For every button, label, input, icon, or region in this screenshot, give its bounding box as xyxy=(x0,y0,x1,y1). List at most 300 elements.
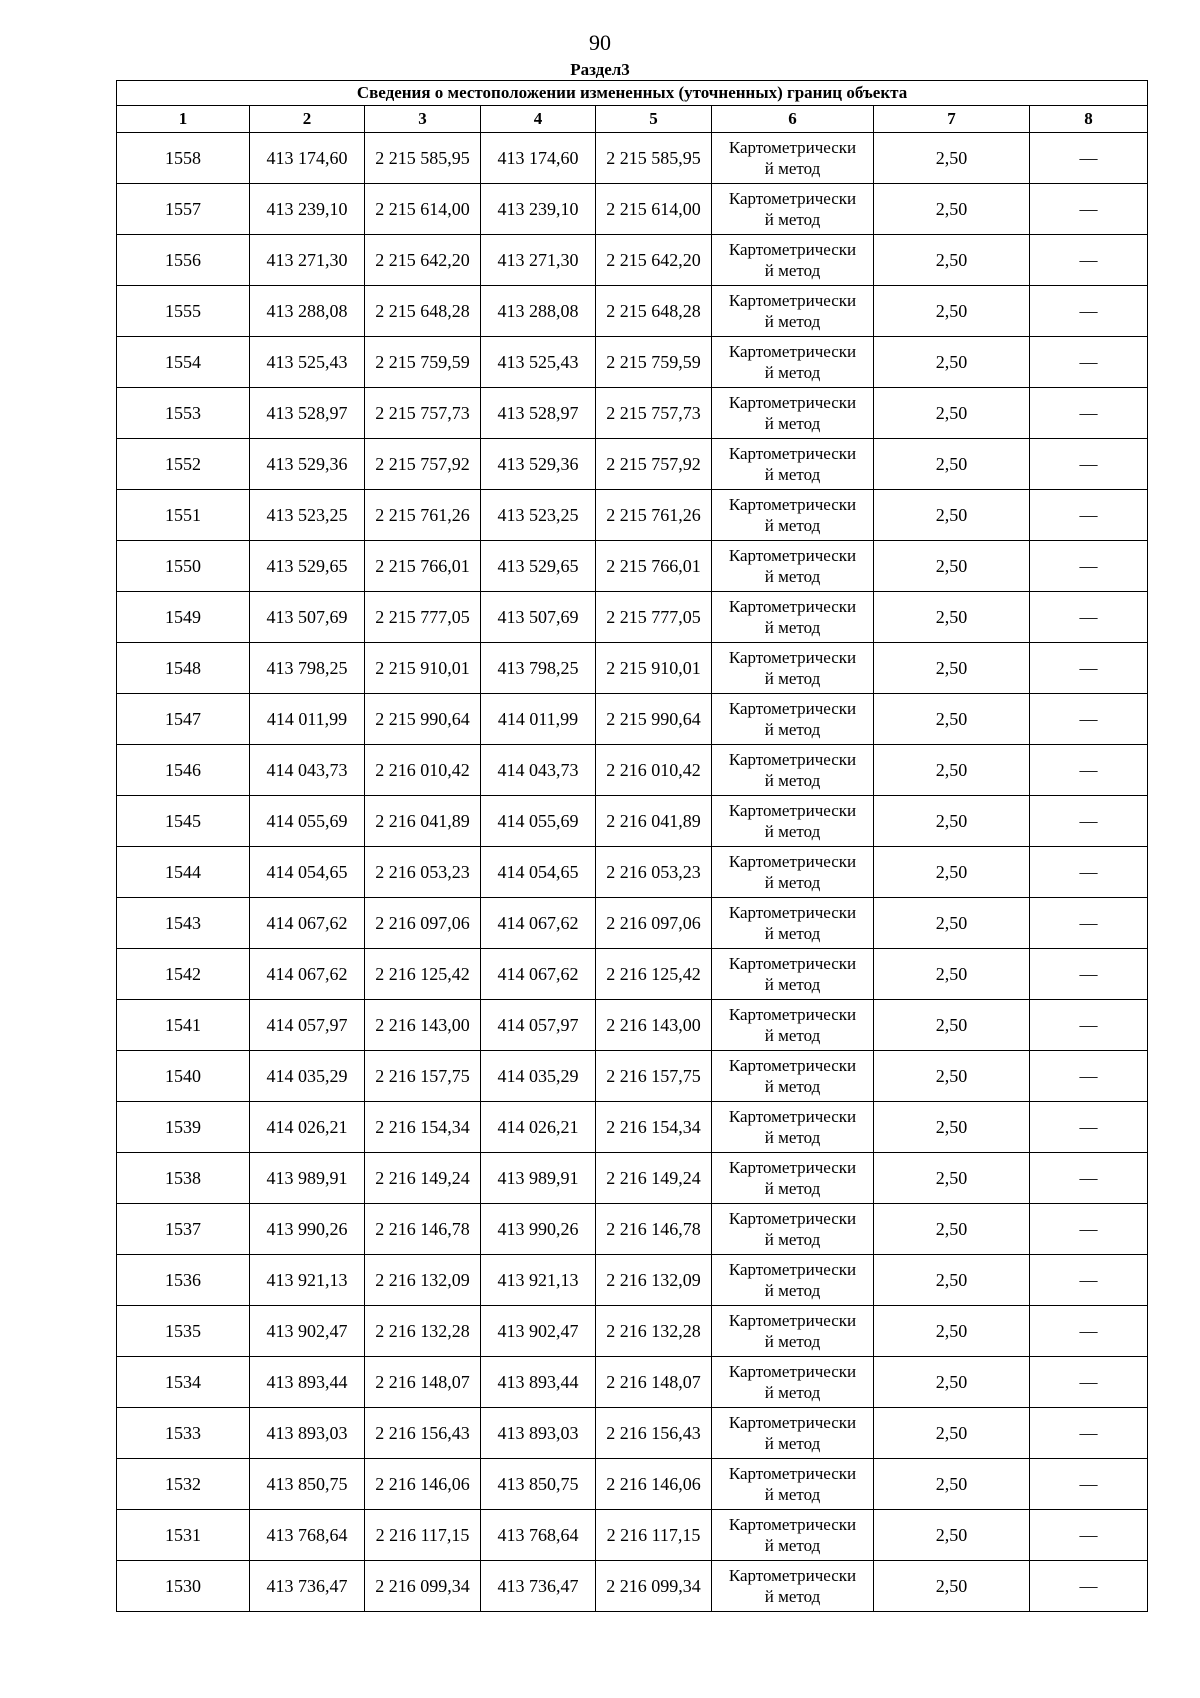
point-number-cell: 1540 xyxy=(117,1051,250,1102)
method-text-line: й метод xyxy=(764,516,821,535)
x-existing-cell: 413 174,60 xyxy=(250,133,365,184)
method-cell xyxy=(712,1102,874,1153)
method-text-line: Картометрически xyxy=(728,1413,857,1432)
x-refined-cell: 413 850,75 xyxy=(481,1459,596,1510)
page-number: 90 xyxy=(589,30,611,55)
table-row xyxy=(117,1510,1148,1561)
x-refined-cell: 413 990,26 xyxy=(481,1204,596,1255)
x-refined-cell: 413 239,10 xyxy=(481,184,596,235)
y-existing-cell: 2 216 156,43 xyxy=(365,1408,481,1459)
point-number-cell: 1546 xyxy=(117,745,250,796)
x-existing-cell: 413 507,69 xyxy=(250,592,365,643)
x-existing-cell: 414 055,69 xyxy=(250,796,365,847)
x-existing-cell: 414 057,97 xyxy=(250,1000,365,1051)
column-number: 2 xyxy=(250,106,365,133)
x-refined-cell: 414 055,69 xyxy=(481,796,596,847)
y-refined-cell: 2 216 143,00 xyxy=(596,1000,712,1051)
note-cell: — xyxy=(1030,133,1148,184)
method-cell xyxy=(712,184,874,235)
point-number-cell: 1545 xyxy=(117,796,250,847)
method-text-line: Картометрически xyxy=(728,1209,857,1228)
method-text-line: Картометрически xyxy=(728,1464,857,1483)
method-cell xyxy=(712,898,874,949)
y-existing-cell: 2 216 132,28 xyxy=(365,1306,481,1357)
method-cell xyxy=(712,592,874,643)
x-refined-cell: 413 921,13 xyxy=(481,1255,596,1306)
note-cell: — xyxy=(1030,1510,1148,1561)
method-text-line: й метод xyxy=(764,567,821,586)
table-row xyxy=(117,694,1148,745)
table-row xyxy=(117,337,1148,388)
x-refined-cell: 413 507,69 xyxy=(481,592,596,643)
method-text-line: й метод xyxy=(764,669,821,688)
section-title: Раздел3 xyxy=(570,60,630,79)
method-text-line: Картометрически xyxy=(728,1005,857,1024)
y-existing-cell: 2 216 053,23 xyxy=(365,847,481,898)
method-text-line: Картометрически xyxy=(728,1158,857,1177)
x-existing-cell: 413 529,36 xyxy=(250,439,365,490)
method-text-line: й метод xyxy=(764,975,821,994)
y-existing-cell: 2 216 132,09 xyxy=(365,1255,481,1306)
table-row xyxy=(117,1000,1148,1051)
method-text-line: Картометрически xyxy=(728,903,857,922)
note-cell: — xyxy=(1030,643,1148,694)
point-number-cell: 1537 xyxy=(117,1204,250,1255)
table-row xyxy=(117,541,1148,592)
accuracy-cell: 2,50 xyxy=(874,286,1030,337)
method-text-line: й метод xyxy=(764,1587,821,1606)
method-text-line: Картометрически xyxy=(728,444,857,463)
method-cell xyxy=(712,388,874,439)
accuracy-cell: 2,50 xyxy=(874,1153,1030,1204)
y-refined-cell: 2 216 157,75 xyxy=(596,1051,712,1102)
point-number-cell: 1530 xyxy=(117,1561,250,1612)
x-refined-cell: 414 054,65 xyxy=(481,847,596,898)
x-existing-cell: 414 026,21 xyxy=(250,1102,365,1153)
accuracy-cell: 2,50 xyxy=(874,898,1030,949)
accuracy-cell: 2,50 xyxy=(874,1408,1030,1459)
accuracy-cell: 2,50 xyxy=(874,1255,1030,1306)
y-refined-cell: 2 216 125,42 xyxy=(596,949,712,1000)
method-text-line: й метод xyxy=(764,210,821,229)
y-refined-cell: 2 216 097,06 xyxy=(596,898,712,949)
point-number-cell: 1538 xyxy=(117,1153,250,1204)
method-cell xyxy=(712,1306,874,1357)
x-refined-cell: 413 288,08 xyxy=(481,286,596,337)
y-existing-cell: 2 216 143,00 xyxy=(365,1000,481,1051)
y-refined-cell: 2 215 757,92 xyxy=(596,439,712,490)
x-refined-cell: 413 893,44 xyxy=(481,1357,596,1408)
method-text-line: й метод xyxy=(764,1281,821,1300)
x-refined-cell: 413 529,36 xyxy=(481,439,596,490)
point-number-cell: 1542 xyxy=(117,949,250,1000)
point-number-cell: 1553 xyxy=(117,388,250,439)
x-refined-cell: 413 893,03 xyxy=(481,1408,596,1459)
y-existing-cell: 2 216 148,07 xyxy=(365,1357,481,1408)
x-refined-cell: 414 011,99 xyxy=(481,694,596,745)
x-existing-cell: 413 893,44 xyxy=(250,1357,365,1408)
column-number: 3 xyxy=(365,106,481,133)
method-cell xyxy=(712,1255,874,1306)
method-text-line: й метод xyxy=(764,1485,821,1504)
method-text-line: Картометрически xyxy=(728,1107,857,1126)
x-existing-cell: 413 798,25 xyxy=(250,643,365,694)
table-row xyxy=(117,1561,1148,1612)
y-refined-cell: 2 216 146,06 xyxy=(596,1459,712,1510)
method-text-line: й метод xyxy=(764,924,821,943)
method-text-line: Картометрически xyxy=(728,852,857,871)
method-cell xyxy=(712,133,874,184)
method-cell xyxy=(712,1153,874,1204)
method-cell xyxy=(712,1510,874,1561)
x-existing-cell: 413 850,75 xyxy=(250,1459,365,1510)
x-refined-cell: 414 035,29 xyxy=(481,1051,596,1102)
method-cell xyxy=(712,337,874,388)
boundary-coordinates-table xyxy=(116,80,1148,1612)
x-existing-cell: 413 529,65 xyxy=(250,541,365,592)
point-number-cell: 1549 xyxy=(117,592,250,643)
method-cell xyxy=(712,694,874,745)
method-cell xyxy=(712,745,874,796)
x-existing-cell: 413 989,91 xyxy=(250,1153,365,1204)
y-refined-cell: 2 215 777,05 xyxy=(596,592,712,643)
note-cell: — xyxy=(1030,898,1148,949)
method-text-line: й метод xyxy=(764,1332,821,1351)
x-existing-cell: 413 239,10 xyxy=(250,184,365,235)
table-row xyxy=(117,592,1148,643)
y-existing-cell: 2 216 154,34 xyxy=(365,1102,481,1153)
x-refined-cell: 413 902,47 xyxy=(481,1306,596,1357)
method-text-line: Картометрически xyxy=(728,648,857,667)
table-row xyxy=(117,235,1148,286)
accuracy-cell: 2,50 xyxy=(874,1357,1030,1408)
method-cell xyxy=(712,1204,874,1255)
y-refined-cell: 2 216 041,89 xyxy=(596,796,712,847)
column-number: 7 xyxy=(874,106,1030,133)
note-cell: — xyxy=(1030,235,1148,286)
method-text-line: й метод xyxy=(764,261,821,280)
y-existing-cell: 2 215 757,92 xyxy=(365,439,481,490)
method-text-line: Картометрически xyxy=(728,699,857,718)
table-caption: Сведения о местоположении измененных (уточненных) границ объекта xyxy=(117,81,1148,106)
table-row xyxy=(117,745,1148,796)
note-cell: — xyxy=(1030,1255,1148,1306)
x-existing-cell: 414 035,29 xyxy=(250,1051,365,1102)
note-cell: — xyxy=(1030,847,1148,898)
accuracy-cell: 2,50 xyxy=(874,439,1030,490)
column-number: 8 xyxy=(1030,106,1148,133)
table-row xyxy=(117,1306,1148,1357)
point-number-cell: 1544 xyxy=(117,847,250,898)
x-existing-cell: 414 043,73 xyxy=(250,745,365,796)
x-existing-cell: 413 921,13 xyxy=(250,1255,365,1306)
table-row xyxy=(117,1408,1148,1459)
column-number: 6 xyxy=(712,106,874,133)
method-text-line: Картометрически xyxy=(728,240,857,259)
accuracy-cell: 2,50 xyxy=(874,388,1030,439)
accuracy-cell: 2,50 xyxy=(874,847,1030,898)
table-row xyxy=(117,847,1148,898)
x-refined-cell: 414 026,21 xyxy=(481,1102,596,1153)
point-number-cell: 1554 xyxy=(117,337,250,388)
point-number-cell: 1543 xyxy=(117,898,250,949)
table-row xyxy=(117,286,1148,337)
note-cell: — xyxy=(1030,1000,1148,1051)
accuracy-cell: 2,50 xyxy=(874,184,1030,235)
x-refined-cell: 413 523,25 xyxy=(481,490,596,541)
x-refined-cell: 413 528,97 xyxy=(481,388,596,439)
method-text-line: й метод xyxy=(764,1230,821,1249)
note-cell: — xyxy=(1030,286,1148,337)
method-cell xyxy=(712,1561,874,1612)
table-row xyxy=(117,184,1148,235)
table-row xyxy=(117,1459,1148,1510)
method-text-line: й метод xyxy=(764,1383,821,1402)
x-existing-cell: 413 893,03 xyxy=(250,1408,365,1459)
method-cell xyxy=(712,1459,874,1510)
method-text-line: Картометрически xyxy=(728,597,857,616)
y-refined-cell: 2 215 761,26 xyxy=(596,490,712,541)
method-text-line: Картометрически xyxy=(728,1056,857,1075)
method-text-line: Картометрически xyxy=(728,138,857,157)
accuracy-cell: 2,50 xyxy=(874,133,1030,184)
method-text-line: й метод xyxy=(764,1179,821,1198)
method-text-line: й метод xyxy=(764,363,821,382)
method-cell xyxy=(712,439,874,490)
accuracy-cell: 2,50 xyxy=(874,949,1030,1000)
accuracy-cell: 2,50 xyxy=(874,1051,1030,1102)
y-refined-cell: 2 215 766,01 xyxy=(596,541,712,592)
note-cell: — xyxy=(1030,1408,1148,1459)
y-existing-cell: 2 215 759,59 xyxy=(365,337,481,388)
accuracy-cell: 2,50 xyxy=(874,1561,1030,1612)
table-row xyxy=(117,439,1148,490)
method-cell xyxy=(712,235,874,286)
x-refined-cell: 414 067,62 xyxy=(481,898,596,949)
y-refined-cell: 2 216 146,78 xyxy=(596,1204,712,1255)
method-text-line: й метод xyxy=(764,873,821,892)
point-number-cell: 1532 xyxy=(117,1459,250,1510)
method-text-line: й метод xyxy=(764,618,821,637)
y-existing-cell: 2 216 099,34 xyxy=(365,1561,481,1612)
x-refined-cell: 413 989,91 xyxy=(481,1153,596,1204)
point-number-cell: 1536 xyxy=(117,1255,250,1306)
note-cell: — xyxy=(1030,1561,1148,1612)
x-existing-cell: 413 768,64 xyxy=(250,1510,365,1561)
x-refined-cell: 414 057,97 xyxy=(481,1000,596,1051)
method-text-line: Картометрически xyxy=(728,750,857,769)
y-refined-cell: 2 216 053,23 xyxy=(596,847,712,898)
y-existing-cell: 2 216 097,06 xyxy=(365,898,481,949)
y-refined-cell: 2 215 910,01 xyxy=(596,643,712,694)
method-text-line: Картометрически xyxy=(728,1311,857,1330)
table-row xyxy=(117,388,1148,439)
y-refined-cell: 2 215 990,64 xyxy=(596,694,712,745)
table-row xyxy=(117,1153,1148,1204)
method-text-line: й метод xyxy=(764,771,821,790)
point-number-cell: 1557 xyxy=(117,184,250,235)
point-number-cell: 1531 xyxy=(117,1510,250,1561)
y-existing-cell: 2 215 642,20 xyxy=(365,235,481,286)
accuracy-cell: 2,50 xyxy=(874,541,1030,592)
method-text-line: й метод xyxy=(764,414,821,433)
note-cell: — xyxy=(1030,796,1148,847)
method-text-line: й метод xyxy=(764,1077,821,1096)
y-existing-cell: 2 216 146,06 xyxy=(365,1459,481,1510)
y-existing-cell: 2 216 041,89 xyxy=(365,796,481,847)
point-number-cell: 1550 xyxy=(117,541,250,592)
accuracy-cell: 2,50 xyxy=(874,337,1030,388)
y-refined-cell: 2 216 156,43 xyxy=(596,1408,712,1459)
x-existing-cell: 413 528,97 xyxy=(250,388,365,439)
point-number-cell: 1548 xyxy=(117,643,250,694)
y-existing-cell: 2 216 117,15 xyxy=(365,1510,481,1561)
method-cell xyxy=(712,286,874,337)
x-existing-cell: 413 288,08 xyxy=(250,286,365,337)
x-refined-cell: 413 525,43 xyxy=(481,337,596,388)
x-refined-cell: 413 768,64 xyxy=(481,1510,596,1561)
method-text-line: Картометрически xyxy=(728,342,857,361)
method-cell xyxy=(712,541,874,592)
x-refined-cell: 413 798,25 xyxy=(481,643,596,694)
table-row xyxy=(117,796,1148,847)
x-refined-cell: 413 736,47 xyxy=(481,1561,596,1612)
method-cell xyxy=(712,643,874,694)
y-refined-cell: 2 216 149,24 xyxy=(596,1153,712,1204)
note-cell: — xyxy=(1030,184,1148,235)
point-number-cell: 1552 xyxy=(117,439,250,490)
method-cell xyxy=(712,1000,874,1051)
point-number-cell: 1556 xyxy=(117,235,250,286)
y-existing-cell: 2 215 614,00 xyxy=(365,184,481,235)
x-existing-cell: 413 523,25 xyxy=(250,490,365,541)
method-text-line: й метод xyxy=(764,1026,821,1045)
method-text-line: Картометрически xyxy=(728,801,857,820)
accuracy-cell: 2,50 xyxy=(874,1306,1030,1357)
table-row xyxy=(117,1051,1148,1102)
note-cell: — xyxy=(1030,745,1148,796)
note-cell: — xyxy=(1030,388,1148,439)
method-text-line: Картометрически xyxy=(728,1515,857,1534)
y-existing-cell: 2 216 125,42 xyxy=(365,949,481,1000)
accuracy-cell: 2,50 xyxy=(874,592,1030,643)
x-existing-cell: 413 736,47 xyxy=(250,1561,365,1612)
y-refined-cell: 2 216 010,42 xyxy=(596,745,712,796)
y-refined-cell: 2 215 759,59 xyxy=(596,337,712,388)
y-refined-cell: 2 215 585,95 xyxy=(596,133,712,184)
table-row xyxy=(117,898,1148,949)
table-body xyxy=(117,133,1148,1612)
point-number-cell: 1539 xyxy=(117,1102,250,1153)
note-cell: — xyxy=(1030,1051,1148,1102)
x-existing-cell: 414 054,65 xyxy=(250,847,365,898)
y-existing-cell: 2 215 757,73 xyxy=(365,388,481,439)
method-text-line: й метод xyxy=(764,1536,821,1555)
x-existing-cell: 414 011,99 xyxy=(250,694,365,745)
table-row xyxy=(117,643,1148,694)
y-refined-cell: 2 216 099,34 xyxy=(596,1561,712,1612)
y-existing-cell: 2 216 146,78 xyxy=(365,1204,481,1255)
method-cell xyxy=(712,1357,874,1408)
x-refined-cell: 413 174,60 xyxy=(481,133,596,184)
y-refined-cell: 2 216 117,15 xyxy=(596,1510,712,1561)
y-refined-cell: 2 216 148,07 xyxy=(596,1357,712,1408)
y-existing-cell: 2 215 766,01 xyxy=(365,541,481,592)
method-text-line: й метод xyxy=(764,822,821,841)
note-cell: — xyxy=(1030,949,1148,1000)
table-row xyxy=(117,1357,1148,1408)
accuracy-cell: 2,50 xyxy=(874,235,1030,286)
x-existing-cell: 413 525,43 xyxy=(250,337,365,388)
y-refined-cell: 2 215 648,28 xyxy=(596,286,712,337)
point-number-cell: 1547 xyxy=(117,694,250,745)
method-cell xyxy=(712,1051,874,1102)
table-row xyxy=(117,1255,1148,1306)
method-text-line: Картометрически xyxy=(728,954,857,973)
accuracy-cell: 2,50 xyxy=(874,1000,1030,1051)
column-number-row xyxy=(117,106,1148,133)
x-existing-cell: 414 067,62 xyxy=(250,949,365,1000)
accuracy-cell: 2,50 xyxy=(874,745,1030,796)
table-row xyxy=(117,1204,1148,1255)
method-cell xyxy=(712,490,874,541)
point-number-cell: 1555 xyxy=(117,286,250,337)
method-text-line: Картометрически xyxy=(728,393,857,412)
accuracy-cell: 2,50 xyxy=(874,643,1030,694)
y-refined-cell: 2 215 614,00 xyxy=(596,184,712,235)
table-row xyxy=(117,133,1148,184)
x-existing-cell: 413 990,26 xyxy=(250,1204,365,1255)
y-existing-cell: 2 215 761,26 xyxy=(365,490,481,541)
y-refined-cell: 2 216 154,34 xyxy=(596,1102,712,1153)
note-cell: — xyxy=(1030,490,1148,541)
point-number-cell: 1534 xyxy=(117,1357,250,1408)
y-refined-cell: 2 216 132,09 xyxy=(596,1255,712,1306)
note-cell: — xyxy=(1030,1204,1148,1255)
accuracy-cell: 2,50 xyxy=(874,1459,1030,1510)
note-cell: — xyxy=(1030,1459,1148,1510)
table-row xyxy=(117,1102,1148,1153)
method-text-line: Картометрически xyxy=(728,495,857,514)
x-existing-cell: 413 902,47 xyxy=(250,1306,365,1357)
y-existing-cell: 2 215 777,05 xyxy=(365,592,481,643)
point-number-cell: 1535 xyxy=(117,1306,250,1357)
x-refined-cell: 413 529,65 xyxy=(481,541,596,592)
method-cell xyxy=(712,949,874,1000)
accuracy-cell: 2,50 xyxy=(874,796,1030,847)
y-existing-cell: 2 215 648,28 xyxy=(365,286,481,337)
method-text-line: Картометрически xyxy=(728,1260,857,1279)
note-cell: — xyxy=(1030,541,1148,592)
method-text-line: Картометрически xyxy=(728,1362,857,1381)
y-existing-cell: 2 215 585,95 xyxy=(365,133,481,184)
note-cell: — xyxy=(1030,337,1148,388)
method-text-line: й метод xyxy=(764,1128,821,1147)
point-number-cell: 1541 xyxy=(117,1000,250,1051)
y-existing-cell: 2 216 149,24 xyxy=(365,1153,481,1204)
y-refined-cell: 2 215 757,73 xyxy=(596,388,712,439)
column-number: 5 xyxy=(596,106,712,133)
point-number-cell: 1533 xyxy=(117,1408,250,1459)
accuracy-cell: 2,50 xyxy=(874,1204,1030,1255)
y-refined-cell: 2 215 642,20 xyxy=(596,235,712,286)
y-existing-cell: 2 215 990,64 xyxy=(365,694,481,745)
column-number: 4 xyxy=(481,106,596,133)
y-existing-cell: 2 216 157,75 xyxy=(365,1051,481,1102)
method-text-line: й метод xyxy=(764,159,821,178)
method-cell xyxy=(712,847,874,898)
note-cell: — xyxy=(1030,1153,1148,1204)
